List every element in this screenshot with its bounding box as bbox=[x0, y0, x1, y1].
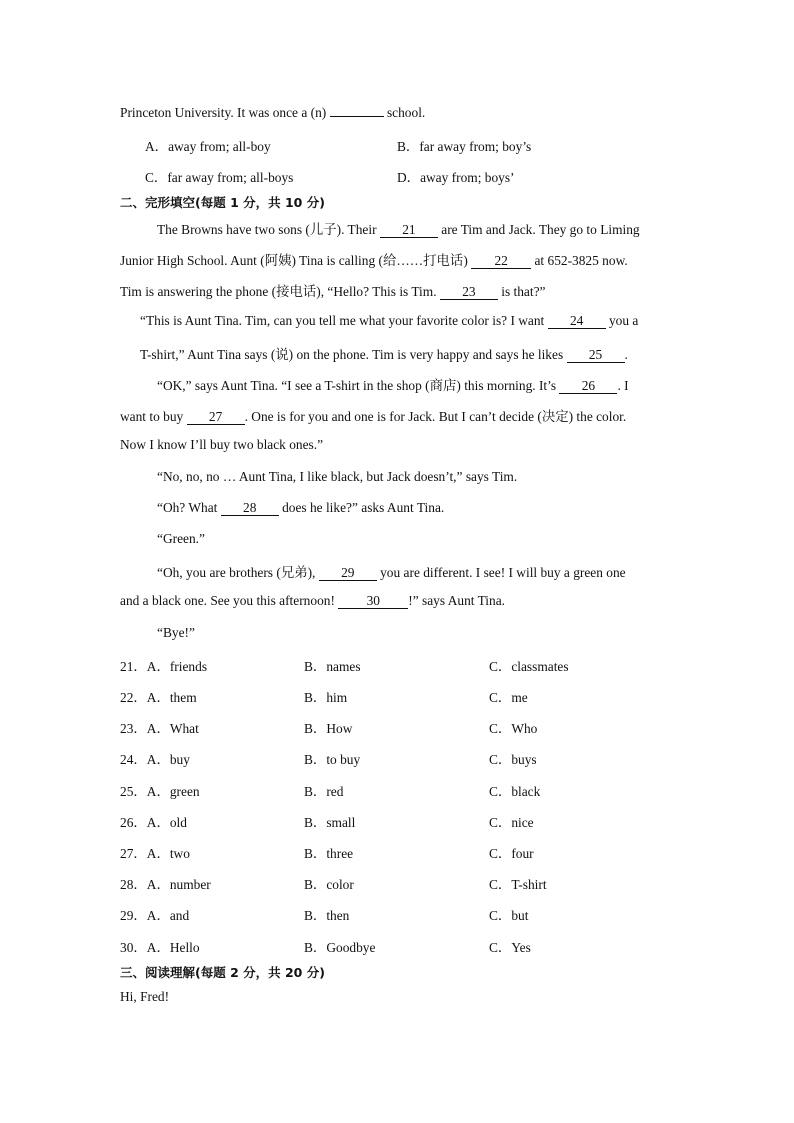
stem-text: school. bbox=[383, 105, 426, 120]
question-row: 30．A．Hello bbox=[120, 940, 200, 955]
passage-line: “OK,” says Aunt Tina. “I see a T-shirt in the shop (商店) this morning. It’s 26 . I bbox=[157, 378, 629, 393]
option-b: B．then bbox=[304, 908, 350, 923]
blank-29: 29 bbox=[319, 566, 377, 581]
passage-line: Tim is answering the phone (接电话), “Hello? This is Tim. 23 is that?” bbox=[120, 284, 546, 299]
passage-line: “Bye!” bbox=[157, 625, 195, 640]
blank-22: 22 bbox=[471, 254, 531, 269]
passage-line: “No, no, no … Aunt Tina, I like black, but Jack doesn’t,” says Tim. bbox=[157, 469, 518, 484]
question-row: 23．A．What bbox=[120, 721, 199, 736]
option-c: C．T-shirt bbox=[489, 877, 547, 892]
option-b: B．Goodbye bbox=[304, 940, 376, 955]
letter-greeting: Hi, Fred! bbox=[120, 989, 170, 1004]
option-b: B．red bbox=[304, 784, 344, 799]
blank-26: 26 bbox=[559, 379, 617, 394]
passage-line: “This is Aunt Tina. Tim, can you tell me what your favorite color is? I want 24 you a bbox=[140, 313, 639, 328]
option-c: C．buys bbox=[489, 752, 537, 767]
question-row: 29．A．and bbox=[120, 908, 190, 923]
option-c: C．Who bbox=[489, 721, 538, 736]
prev-question-stem bbox=[120, 105, 425, 121]
question-row: 25．A．green bbox=[120, 784, 200, 799]
option-b: B．color bbox=[304, 877, 354, 892]
blank-27: 27 bbox=[187, 410, 245, 425]
option-c: C．black bbox=[489, 784, 541, 799]
option-b: B．to buy bbox=[304, 752, 361, 767]
stem-text: Princeton University. It was once a (n) bbox=[120, 105, 330, 120]
passage-line: T-shirt,” Aunt Tina says (说) on the phone. Tim is very happy and says he likes 25 . bbox=[140, 347, 628, 362]
option-c: C．classmates bbox=[489, 659, 569, 674]
blank-30: 30 bbox=[338, 594, 408, 609]
blank-28: 28 bbox=[221, 501, 279, 516]
question-row: 28．A．number bbox=[120, 877, 211, 892]
option-c: C．far away from; all-boys bbox=[145, 170, 294, 185]
passage-line: “Oh, you are brothers (兄弟), 29 you are different. I see! I will buy a green one bbox=[157, 565, 626, 580]
passage-line: Junior High School. Aunt (阿姨) Tina is calling (给……打电话) 22 at 652-3825 now. bbox=[120, 253, 628, 268]
option-c: C．nice bbox=[489, 815, 534, 830]
answer-blank bbox=[330, 116, 384, 117]
question-row: 24．A．buy bbox=[120, 752, 190, 767]
blank-23: 23 bbox=[440, 285, 498, 300]
section-heading-cloze: 二、完形填空(每题 1 分，共 10 分) bbox=[120, 195, 325, 210]
option-b: B．How bbox=[304, 721, 353, 736]
option-c: C．me bbox=[489, 690, 528, 705]
option-b: B．far away from; boy’s bbox=[397, 139, 532, 154]
passage-line: Now I know I’ll buy two black ones.” bbox=[120, 437, 324, 452]
option-b: B．him bbox=[304, 690, 348, 705]
option-c: C．four bbox=[489, 846, 534, 861]
passage-line: The Browns have two sons (儿子). Their 21 are Tim and Jack. They go to Liming bbox=[157, 222, 640, 237]
passage-line: want to buy 27 . One is for you and one is for Jack. But I can’t decide (决定) the color. bbox=[120, 409, 627, 424]
passage-line: “Green.” bbox=[157, 531, 205, 546]
option-d: D．away from; boys’ bbox=[397, 170, 515, 185]
section-heading-reading: 三、阅读理解(每题 2 分，共 20 分) bbox=[120, 965, 325, 980]
option-c: C．Yes bbox=[489, 940, 531, 955]
question-row: 22．A．them bbox=[120, 690, 197, 705]
question-row: 21．A．friends bbox=[120, 659, 208, 674]
option-a: A．away from; all-boy bbox=[145, 139, 271, 154]
passage-line: and a black one. See you this afternoon! 30 !” says Aunt Tina. bbox=[120, 593, 506, 608]
question-row: 27．A．two bbox=[120, 846, 190, 861]
option-b: B．three bbox=[304, 846, 354, 861]
blank-21: 21 bbox=[380, 223, 438, 238]
question-row: 26．A．old bbox=[120, 815, 187, 830]
passage-line: “Oh? What 28 does he like?” asks Aunt Tina. bbox=[157, 500, 445, 515]
blank-24: 24 bbox=[548, 314, 606, 329]
option-c: C．but bbox=[489, 908, 529, 923]
option-b: B．names bbox=[304, 659, 361, 674]
blank-25: 25 bbox=[567, 348, 625, 363]
option-b: B．small bbox=[304, 815, 356, 830]
